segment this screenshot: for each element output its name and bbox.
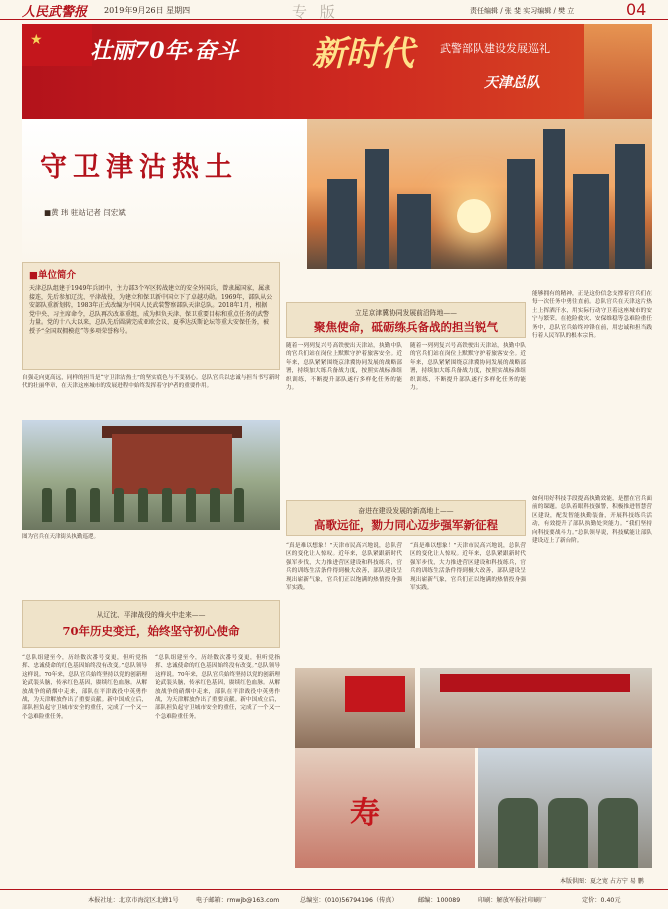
- page-number: 04: [626, 0, 647, 19]
- tower: [327, 179, 357, 269]
- tower: [365, 149, 389, 269]
- story-2-body-col-1: 随着一列列复兴号高铁驶出天津站，执勤中队的官兵们站在岗位上默默守护着旅客安全。近年来，总队紧紧围绕京津冀协同发展的战略部署，持续加大练兵备战力度，按照实战标准组织训练，不断提升部队遂行多样化任务的能力。: [286, 343, 402, 392]
- story-1-header: [22, 600, 280, 648]
- tower: [543, 129, 565, 269]
- tower: [397, 194, 431, 269]
- byline: ■黄 玮 驻站记者 闫宏斌: [44, 208, 126, 217]
- festival-photo: [295, 748, 475, 868]
- rally-photo: [420, 668, 652, 748]
- story-2-headline: 聚焦使命，砥砺练兵备战的担当锐气: [314, 320, 498, 334]
- person-figure: [498, 798, 538, 868]
- editor-credits: 责任编辑 / 张 斐 实习编辑 / 樊 立: [470, 7, 575, 15]
- story-1-headline: 70年历史变迁，始终坚守初心使命: [62, 624, 240, 638]
- soldier-figure: [42, 488, 52, 522]
- flag-graphic: [22, 24, 92, 66]
- soldier-figure: [90, 488, 100, 522]
- story-2-kicker: 立足京津冀协同发展前沿阵地——: [355, 309, 457, 317]
- unit-intro-heading: ■单位简介: [29, 270, 76, 281]
- story-1-body-col-1: “总队组建至今，历经数次番号变更，但听党指挥、忠诚使命的红色基因始终没有改变。”总队领导这样说。70年来，总队官兵始终坚持以党的创新理论武装头脑，传承红色基因，赓续红色血脉。从解放战争的硝烟中走来，部队在平津战役中英勇作战，为天津解放作出了重要贡献。新中国成立后，部队担负起守卫城市安全的重任，完成了一个又一个急难险重任务。: [22, 655, 147, 720]
- story-1-body-col-2: “总队组建至今，历经数次番号变更，但听党指挥、忠诚使命的红色基因始终没有改变。”总队领导这样说。70年来，总队官兵始终坚持以党的创新理论武装头脑，传承红色基因，赓续红色血脉。从解放战争的硝烟中走来，部队在平津战役中英勇作战，为天津解放作出了重要贡献。新中国成立后，部队担负起守卫城市安全的重任，完成了一个又一个急难险重任务。: [155, 655, 280, 720]
- soldier-figure: [138, 488, 148, 522]
- story-3-headline: 高歌远征，勠力同心迈步强军新征程: [314, 518, 498, 532]
- right-column-text-1: 能够拥有的精神，正是这份信念支撑着官兵们在每一次任务中勇往直前。总队官兵在天津这片热土上挥洒汗水，用实际行动守卫着这座城市的安宁与繁荣。在抢险救灾、安保维稳等急难险重任务中，总队官兵始终冲锋在前，用忠诚和担当践行着人民军队的根本宗旨。: [532, 291, 652, 340]
- section-label: 专 版: [292, 3, 339, 21]
- story-3-body-col-2: “真是难以想象！”天津市民高兴地说，总队营区的变化让人惊叹。近年来，总队紧跟新时代强军步伐，大力推进营区建设和科技练兵，官兵的训练生活条件得到极大改善，部队建设呈现出崭新气象，官兵们正以饱满的热情投身强军实践。: [410, 543, 526, 592]
- footer: [0, 889, 668, 909]
- story-2-header: [286, 302, 526, 338]
- sunset-glow: [457, 199, 491, 233]
- right-column-text-2: 如何用好科技手段提高执勤效能，是摆在官兵面前的课题。总队着眼科技强警，积极推进智慧营区建设，配发智能执勤装备，开展科技练兵活动，有效提升了部队执勤处突能力。“我们坚持向科技要战斗力。”总队领导说，科技赋能让部队建设迈上了新台阶。: [532, 496, 652, 545]
- issue-date: 2019年9月26日 星期四: [104, 6, 191, 15]
- footer-printer: 印刷：解放军报社印刷厂: [478, 897, 547, 904]
- soldier-figure: [114, 488, 124, 522]
- footer-address: 本报社址：北京市海淀区北蜂1号: [88, 897, 179, 904]
- banner-unit-name: 天津总队: [484, 75, 540, 91]
- banner-subtitle: 武警部队建设发展巡礼: [440, 42, 550, 55]
- masthead: [0, 0, 668, 20]
- feature-banner: [22, 24, 652, 119]
- red-flag: [345, 676, 405, 712]
- banner-big-word: 新时代: [312, 34, 414, 74]
- soldiers-march-photo: [22, 420, 280, 530]
- intro-paragraph: 自强走向更高远，同样的担当是“守卫津沽热土”的坚实底色与不变初心。总队官兵以忠诚与担当书写新时代的壮丽华章，在天津这座城市的发展进程中始终发挥着守护者的重要作用。: [22, 375, 280, 390]
- footer-postcode: 邮编：100089: [418, 897, 461, 904]
- page-title: 守卫津沽热土: [40, 152, 238, 183]
- footer-price: 定价：0.40元: [582, 897, 621, 904]
- soldier-figure: [210, 488, 220, 522]
- footer-phone: 总编室：(010)56794196（传真）: [300, 897, 398, 904]
- tower: [615, 144, 645, 269]
- person-figure: [548, 798, 588, 868]
- festive-character: 寿: [350, 796, 380, 831]
- visit-photo: [478, 748, 652, 868]
- banner-slogan: 壮丽70年·奋斗: [90, 38, 239, 64]
- building-graphic: [584, 24, 652, 119]
- soldier-figure: [234, 488, 244, 522]
- march-caption: 图为官兵在天津街头执勤巡逻。: [22, 534, 100, 540]
- unit-intro-text: 天津总队组建于1949年兵团中，主力部3个军区转战建立的安全外国兵，曾隶属国家，属隶接连，先后参加辽沈、平津战役，为建立和保卫新中国立下了卓越功勋。1969年，部队从公安部队重新划转，1983年正式改编为中国人民武装警察部队天津总队。2018年1月，根据党中央、习主席命令，总队再次改革重组，成为担负天津、保卫重要目标和重点任务的武警力量。党的十八大以来，总队先后圆满完成亚欧会议、夏季达沃斯论坛等重大安保任务，被授予“全国双拥模范”等多项荣誉称号。: [29, 285, 273, 335]
- city-skyline-photo: [307, 119, 652, 269]
- story-3-kicker: 奋进在建设发展的新高地上——: [358, 507, 454, 515]
- soldier-figure: [66, 488, 76, 522]
- unit-intro-box: [22, 262, 280, 370]
- gate: [112, 434, 232, 494]
- paper-name: 人民武警报: [22, 5, 88, 20]
- tower: [573, 174, 609, 269]
- soldier-figure: [186, 488, 196, 522]
- person-figure: [598, 798, 638, 868]
- story-2-body-col-2: 随着一列列复兴号高铁驶出天津站，执勤中队的官兵们站在岗位上默默守护着旅客安全。近年来，总队紧紧围绕京津冀协同发展的战略部署，持续加大练兵备战力度，按照实战标准组织训练，不断提升部队遂行多样化任务的能力。: [410, 343, 526, 392]
- story-3-header: [286, 500, 526, 536]
- story-1-kicker: 从辽沈、平津战役的烽火中走来——: [96, 611, 206, 619]
- education-photo: [295, 668, 415, 748]
- photo-credit: 本版供图：夏之宽 占方宁 易 鹏: [560, 878, 644, 885]
- hero-section: [22, 119, 652, 264]
- story-3-body-col-1: “真是难以想象！”天津市民高兴地说，总队营区的变化让人惊叹。近年来，总队紧跟新时代强军步伐，大力推进营区建设和科技练兵，官兵的训练生活条件得到极大改善，部队建设呈现出崭新气象，官兵们正以饱满的热情投身强军实践。: [286, 543, 402, 592]
- soldier-figure: [162, 488, 172, 522]
- footer-email: 电子邮箱：rmwjb@163.com: [196, 897, 280, 904]
- star-icon: ★: [30, 32, 43, 48]
- rally-banner: [440, 674, 630, 692]
- tower: [507, 159, 535, 269]
